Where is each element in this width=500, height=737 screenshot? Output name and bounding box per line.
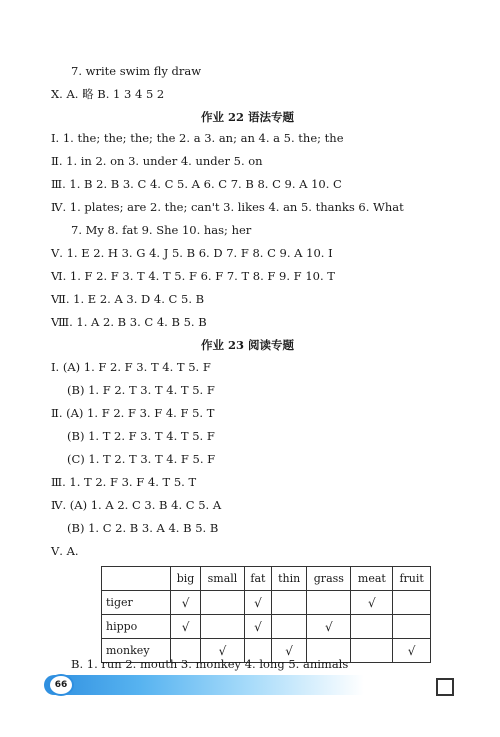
- table-cell: [272, 591, 307, 615]
- table-cell: [351, 639, 393, 663]
- reading-2c: (C) 1. T 2. T 3. T 4. F 5. F: [67, 452, 216, 466]
- check-mark-cell: √: [272, 639, 307, 663]
- reading-1b: (B) 1. F 2. T 3. T 4. T 5. F: [67, 383, 215, 397]
- reading-2a: Ⅱ. (A) 1. F 2. F 3. F 4. F 5. T: [51, 406, 215, 420]
- grammar-1: Ⅰ. 1. the; the; the; the 2. a 3. an; an 4. a 5. the; the: [51, 131, 344, 145]
- section-title-23: 作业 23 阅读专题: [201, 338, 295, 352]
- table-row-label: tiger: [102, 591, 171, 615]
- reading-4a: Ⅳ. (A) 1. A 2. C 3. B 4. C 5. A: [51, 498, 222, 512]
- footer-bar: [44, 675, 364, 695]
- grammar-4-cont: 7. My 8. fat 9. She 10. has; her: [71, 223, 252, 237]
- check-mark-cell: √: [171, 615, 201, 639]
- check-mark-cell: √: [171, 591, 201, 615]
- table-header-cell: thin: [272, 567, 307, 591]
- grammar-7: Ⅶ. 1. E 2. A 3. D 4. C 5. B: [51, 292, 205, 306]
- check-mark-cell: √: [307, 615, 351, 639]
- reading-1a: Ⅰ. (A) 1. F 2. F 3. T 4. T 5. F: [51, 360, 211, 374]
- reading-5b: B. 1. run 2. mouth 3. monkey 4. long 5. animals: [71, 657, 349, 671]
- grammar-8: Ⅷ. 1. A 2. B 3. C 4. B 5. B: [51, 315, 207, 329]
- check-mark-cell: √: [201, 639, 245, 663]
- table-cell: [307, 591, 351, 615]
- table-row: [102, 591, 431, 615]
- table-header-cell: small: [201, 567, 245, 591]
- check-mark-cell: √: [351, 591, 393, 615]
- section-title-22: 作业 22 语法专题: [201, 110, 295, 124]
- animal-features-table: [101, 566, 431, 663]
- check-mark-cell: √: [244, 615, 271, 639]
- grammar-3: Ⅲ. 1. B 2. B 3. C 4. C 5. A 6. C 7. B 8. C 9. A 10. C: [51, 177, 342, 191]
- grammar-5: Ⅴ. 1. E 2. H 3. G 4. J 5. B 6. D 7. F 8. C 9. A 10. I: [51, 246, 333, 260]
- grammar-2: Ⅱ. 1. in 2. on 3. under 4. under 5. on: [51, 154, 263, 168]
- reading-5a: Ⅴ. A.: [51, 544, 79, 558]
- table-row-label: hippo: [102, 615, 171, 639]
- table-cell: [351, 615, 393, 639]
- line-x: Ⅹ. A. 略 B. 1 3 4 5 2: [51, 87, 165, 101]
- table-cell: [201, 591, 245, 615]
- table-header-cell: meat: [351, 567, 393, 591]
- table-header-cell: grass: [307, 567, 351, 591]
- table-header-cell: big: [171, 567, 201, 591]
- page-number: 66: [48, 674, 74, 696]
- reading-3: Ⅲ. 1. T 2. F 3. F 4. T 5. T: [51, 475, 197, 489]
- table-header-cell: fat: [244, 567, 271, 591]
- reading-4b: (B) 1. C 2. B 3. A 4. B 5. B: [67, 521, 219, 535]
- check-mark-cell: √: [393, 639, 431, 663]
- table-corner-cell: [102, 567, 171, 591]
- table-cell: [393, 615, 431, 639]
- table-cell: [393, 591, 431, 615]
- table-row-label: monkey: [102, 639, 171, 663]
- table-row: [102, 615, 431, 639]
- table-header-row: [102, 567, 431, 591]
- table-header-cell: fruit: [393, 567, 431, 591]
- grammar-4: Ⅳ. 1. plates; are 2. the; can't 3. likes 4. an 5. thanks 6. What: [51, 200, 404, 214]
- line-7-verbs: 7. write swim fly draw: [71, 64, 202, 78]
- table-cell: [272, 615, 307, 639]
- square-box-icon: [436, 678, 454, 696]
- check-mark-cell: √: [244, 591, 271, 615]
- grammar-6: Ⅵ. 1. F 2. F 3. T 4. T 5. F 6. F 7. T 8. F 9. F 10. T: [51, 269, 335, 283]
- reading-2b: (B) 1. T 2. F 3. T 4. T 5. F: [67, 429, 215, 443]
- table-cell: [201, 615, 245, 639]
